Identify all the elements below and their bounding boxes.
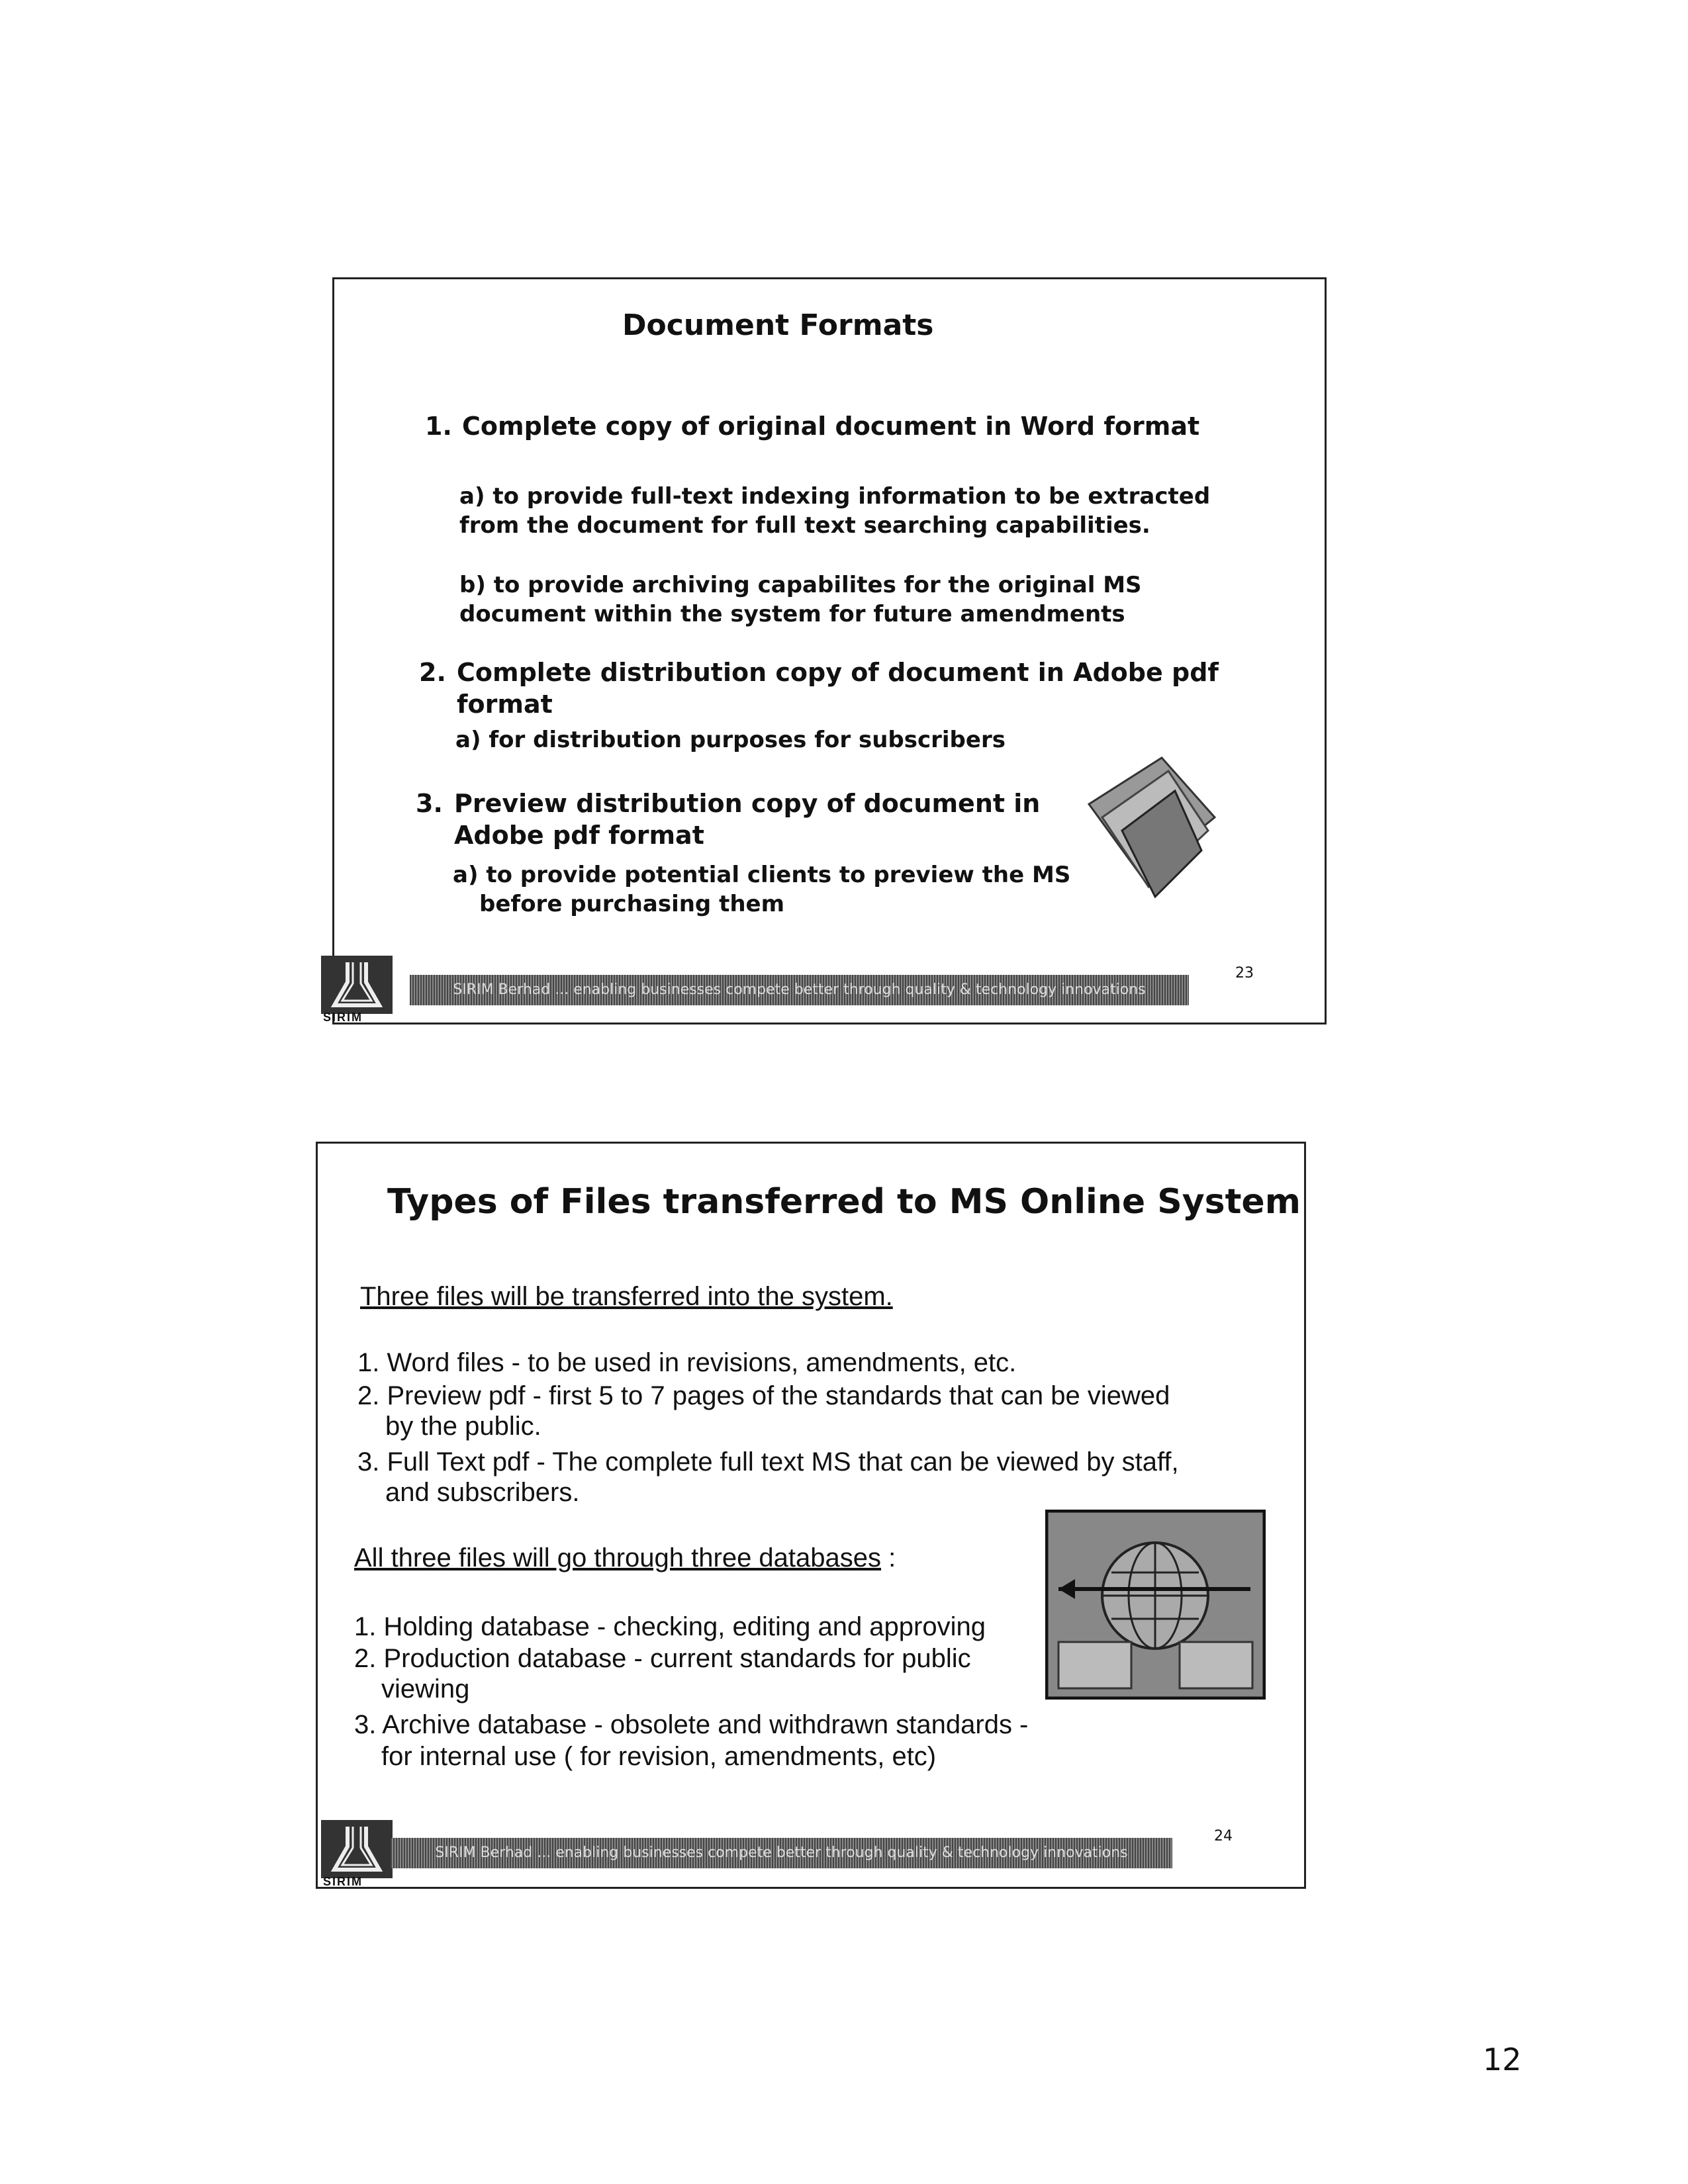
- sirim-logo: [321, 956, 393, 1014]
- item-3-text: Preview distribution copy of document in: [454, 789, 1041, 818]
- sirim-logo-text: SIRIM: [323, 1011, 363, 1024]
- list-item: 3. Archive database - obsolete and withdrawn standards -: [354, 1710, 1029, 1739]
- list-item: 3. Full Text pdf - The complete full text MS that can be viewed by staff,: [357, 1447, 1179, 1477]
- list-item: 2. Preview pdf - first 5 to 7 pages of the standards that can be viewed: [357, 1381, 1170, 1410]
- slide-title: Types of Files transferred to MS Online System: [387, 1182, 1301, 1222]
- list-item: 1. Word files - to be used in revisions, amendments, etc.: [357, 1348, 1017, 1377]
- item-2-text: format: [457, 690, 553, 719]
- section-heading: [354, 1542, 896, 1574]
- item-3-text: Adobe pdf format: [454, 821, 704, 850]
- section-heading-colon: :: [881, 1543, 896, 1572]
- list-item: viewing: [381, 1674, 470, 1704]
- list-item: for internal use ( for revision, amendments, etc): [381, 1742, 937, 1771]
- globe-network-clipart-icon: [1045, 1510, 1266, 1700]
- page-number: 12: [1483, 2042, 1522, 2077]
- slide-number: 23: [1235, 965, 1254, 981]
- sirim-logo: [321, 1820, 393, 1878]
- list-item: 1. Holding database - checking, editing and approving: [354, 1612, 986, 1641]
- item-1-sub: document within the system for future amendments: [459, 601, 1125, 627]
- footer-banner: SIRIM Berhad ... enabling businesses compete better through quality & technology innovations: [410, 975, 1189, 1005]
- item-2-text: Complete distribution copy of document in Adobe pdf: [457, 658, 1219, 687]
- footer-banner: SIRIM Berhad ... enabling businesses compete better through quality & technology innovations: [391, 1838, 1172, 1868]
- sirim-logo-text: SIRIM: [323, 1875, 363, 1888]
- list-item: by the public.: [385, 1412, 541, 1441]
- item-1-number: 1.: [425, 412, 452, 441]
- item-1-sub: b) to provide archiving capabilites for the original MS: [459, 572, 1142, 598]
- item-3-sub: a) to provide potential clients to preview the MS: [453, 862, 1071, 888]
- list-item: 2. Production database - current standards for public: [354, 1644, 971, 1673]
- list-item: and subscribers.: [385, 1478, 580, 1507]
- item-2-number: 2.: [419, 658, 446, 687]
- section-heading: Three files will be transferred into the system.: [360, 1282, 893, 1311]
- documents-clipart-icon: [1082, 745, 1221, 903]
- item-2-sub: a) for distribution purposes for subscribers: [455, 727, 1006, 753]
- item-3-sub: before purchasing them: [479, 891, 785, 917]
- item-1-text: Complete copy of original document in Word format: [462, 412, 1200, 441]
- slide-number: 24: [1214, 1828, 1233, 1844]
- section-heading-text: All three files will go through three databases: [354, 1543, 882, 1572]
- slide-title: Document Formats: [622, 308, 934, 342]
- item-3-number: 3.: [416, 789, 443, 818]
- item-1-sub: from the document for full text searching capabilities.: [459, 512, 1150, 539]
- item-1-sub: a) to provide full-text indexing information to be extracted: [459, 483, 1211, 510]
